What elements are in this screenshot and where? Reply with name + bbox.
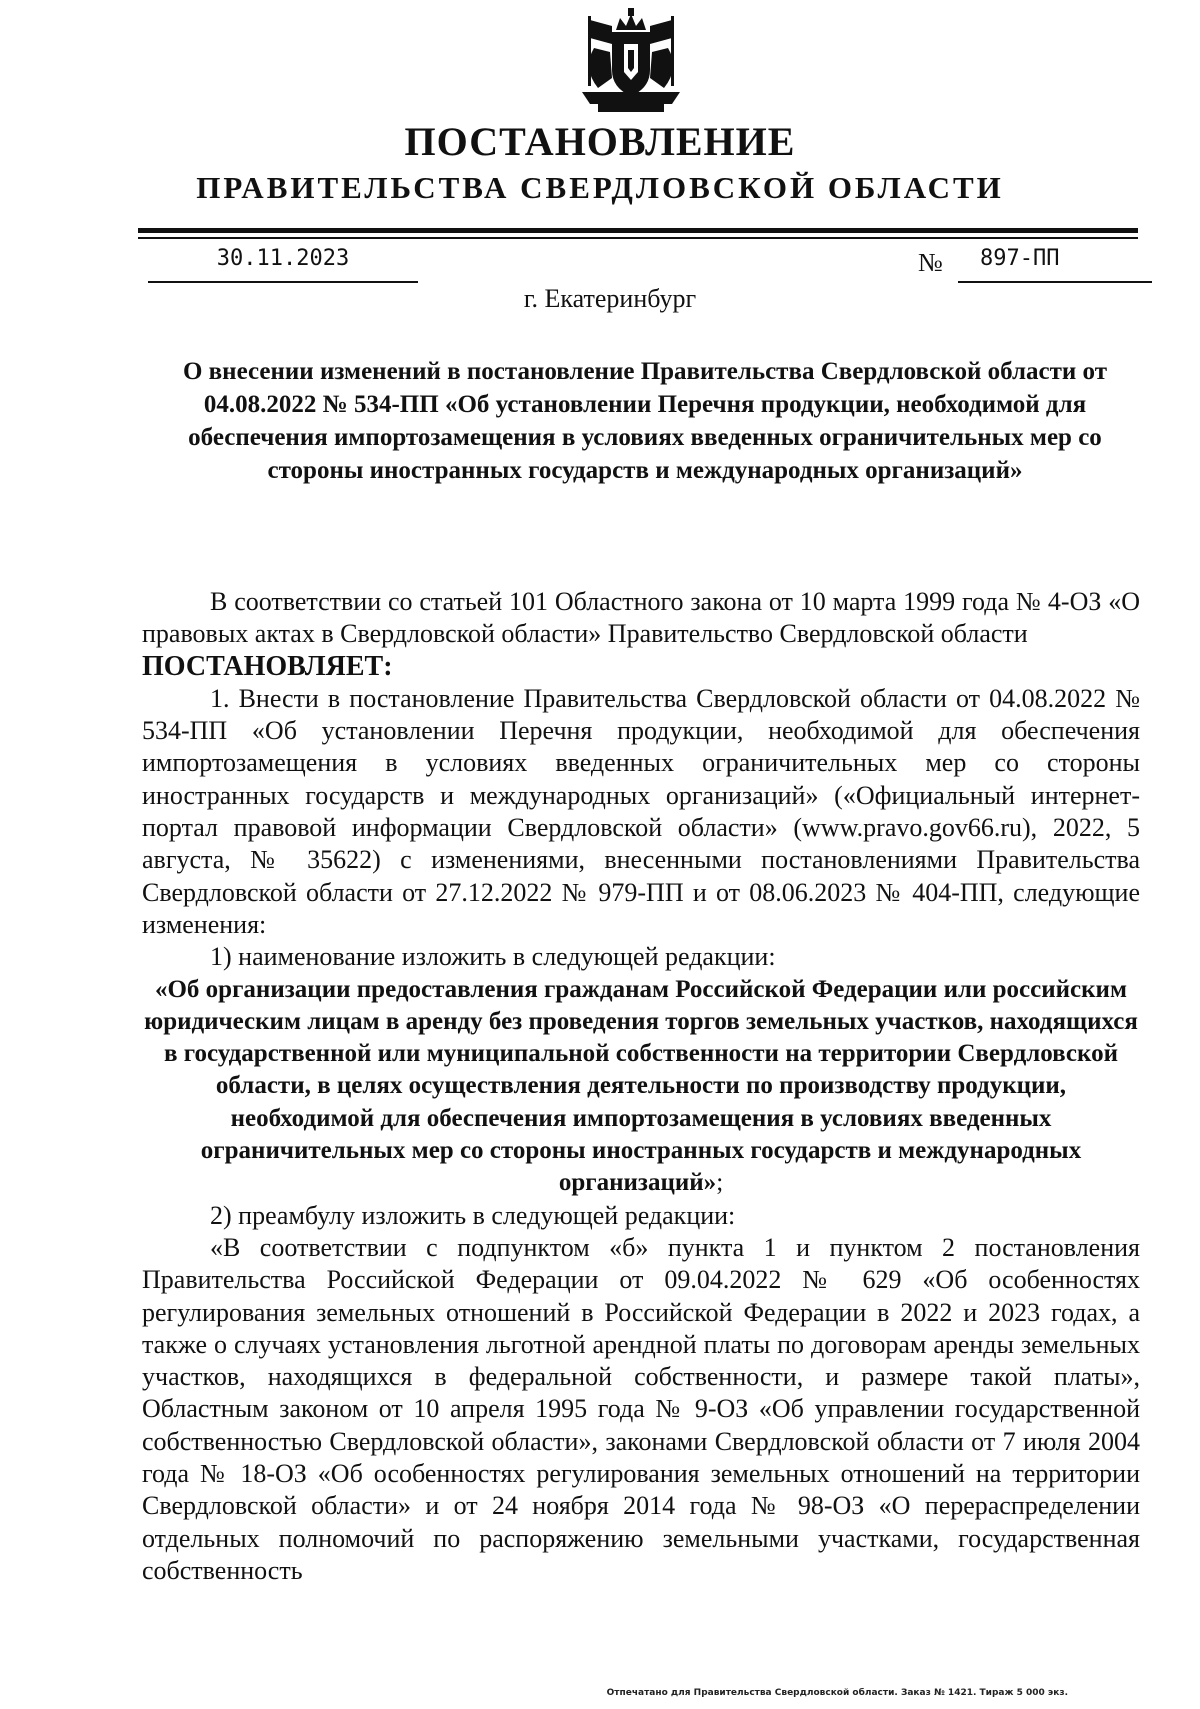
- number-underline: [958, 281, 1152, 283]
- document-date: 30.11.2023: [216, 246, 350, 271]
- new-title-end: ;: [716, 1169, 724, 1197]
- document-heading: О внесении изменений в постановление Правительства Свердловской области от 04.08.2022 № 534-ПП «Об установлении Перечня продукции, необходимой для обеспечения импортозамещения в условиях введенных ограничительных мер со стороны иностранных государств и международных организаций»: [182, 358, 1107, 484]
- preamble-paragraph: В соответствии со статьей 101 Областного закона от 10 марта 1999 года № 4-ОЗ «О правовых актах в Свердловской области» Правительство Свердловской области: [142, 587, 1140, 649]
- new-title-block: [142, 974, 1140, 1200]
- subitem-1-paragraph: 1) наименование изложить в следующей редакции:: [210, 942, 776, 972]
- coat-of-arms-icon: [572, 8, 690, 116]
- header-divider-thin: [138, 237, 1138, 239]
- date-underline: [148, 281, 418, 283]
- resolves-heading: ПОСТАНОВЛЯЕТ:: [142, 650, 393, 682]
- document-title: ПОСТАНОВЛЕНИЕ: [404, 119, 796, 164]
- document-subtitle: ПРАВИТЕЛЬСТВА СВЕРДЛОВСКОЙ ОБЛАСТИ: [196, 170, 1004, 205]
- document-body: [142, 586, 1140, 1587]
- preamble-quote-paragraph: «В соответствии с подпунктом «б» пункта 1 и пунктом 2 постановления Правительства Российской Федерации от 09.04.2022 № 629 «Об особенностях регулирования земельных отношений в Российской Федерации в 2022 и 2023 годах, а также о случаях установления льготной арендной платы по договорам аренды земельных участков, находящихся в федеральной собственности, и размере такой платы», Областным законом от 10 апреля 1995 года № 9-ОЗ «Об управлении государственной собственностью Свердловской области», законами Свердловской области от 7 июля 2004 года № 18-ОЗ «Об особенностях регулирования земельных отношений на территории Свердловской области» и от 24 ноября 2014 года № 98-ОЗ «О перераспределении отдельных полномочий по распоряжению земельными участками, государственная собственность: [142, 1232, 1140, 1585]
- document-number: 897-ПП: [980, 246, 1060, 271]
- number-sign: №: [918, 248, 943, 277]
- item-1-paragraph: 1. Внести в постановление Правительства Свердловской области от 04.08.2022 № 534-ПП «Об установлении Перечня продукции, необходимой для обеспечения импортозамещения в условиях введенных ограничительных мер со стороны иностранных государств и международных организаций» («Официальный интернет-портал правовой информации Свердловской области» (www.pravo.gov66.ru), 2022, 5 августа, № 35622) с изменениями, внесенными постановлениями Правительства Свердловской области от 27.12.2022 № 979-ПП и от 08.06.2023 № 404-ПП, следующие изменения:: [142, 683, 1140, 939]
- new-title-text: «Об организации предоставления гражданам Российской Федерации или российским юридическим лицам в аренду без проведения торгов земельных участков, находящихся в государственной или муниципальной собственности на территории Свердловской области, в целях осуществления деятельности по производству продукции, необходимой для обеспечения импортозамещения в условиях введенных ограничительных мер со стороны иностранных государств и международных организаций»: [144, 975, 1138, 1197]
- print-footer: Отпечатано для Правительства Свердловской области. Заказ № 1421. Тираж 5 000 экз.: [606, 1688, 1068, 1698]
- subitem-2-paragraph: 2) преамбулу изложить в следующей редакции:: [210, 1200, 736, 1230]
- header-divider-thick: [138, 228, 1138, 233]
- document-city: г. Екатеринбург: [523, 284, 697, 313]
